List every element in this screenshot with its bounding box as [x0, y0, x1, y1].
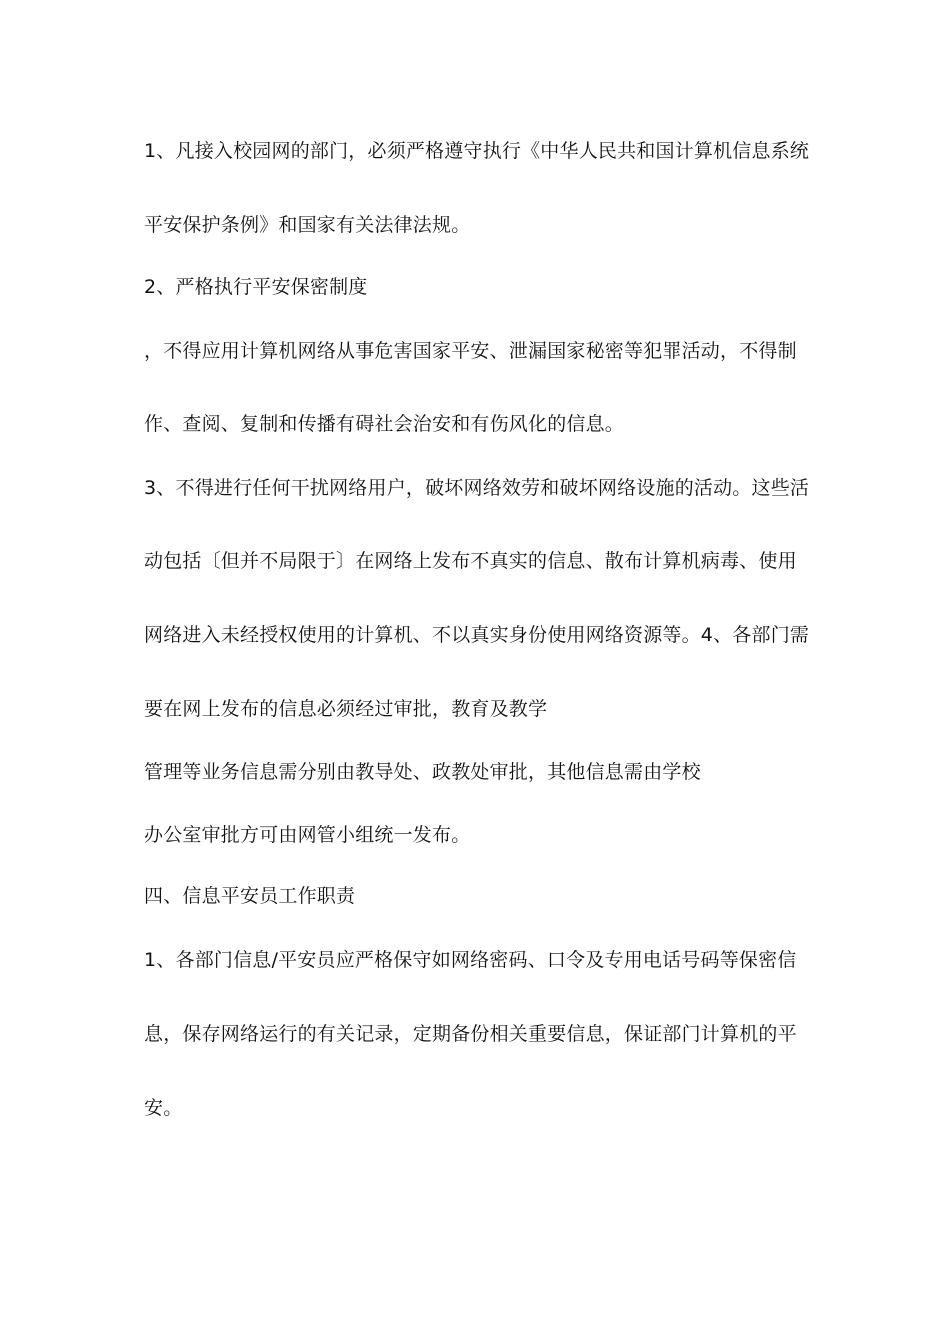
- text-line: 作、查阅、复制和传播有碍社会治安和有伤风化的信息。: [144, 413, 625, 435]
- text-line: 1、各部门信息/平安员应严格保守如网络密码、口令及专用电话号码等保密信: [144, 949, 797, 971]
- text-line: 安。: [144, 1097, 183, 1119]
- text-line: 要在网上发布的信息必须经过审批，教育及教学: [144, 698, 548, 720]
- section-heading: 四、信息平安员工作职责: [144, 885, 356, 907]
- text-line: 网络进入未经授权使用的计算机、不以真实身份使用网络资源等。4、各部门需: [144, 624, 810, 646]
- text-line: 动包括〔但并不局限于〕在网络上发布不真实的信息、散布计算机病毒、使用: [144, 550, 797, 572]
- text-line: 息，保存网络运行的有关记录，定期备份相关重要信息，保证部门计算机的平: [144, 1023, 797, 1045]
- text-line: 1、凡接入校园网的部门，必须严格遵守执行《中华人民共和国计算机信息系统: [144, 140, 810, 162]
- text-line: 办公室审批方可由网管小组统一发布。: [144, 824, 471, 846]
- text-line: 3、不得进行任何干扰网络用户，破坏网络效劳和破坏网络设施的活动。这些活: [144, 477, 810, 499]
- text-line: ，不得应用计算机网络从事危害国家平安、泄漏国家秘密等犯罪活动，不得制: [144, 340, 797, 362]
- text-line: 管理等业务信息需分别由教导处、政教处审批，其他信息需由学校: [144, 761, 701, 783]
- text-line: 平安保护条例》和国家有关法律法规。: [144, 214, 471, 236]
- text-line: 2、严格执行平安保密制度: [144, 276, 368, 298]
